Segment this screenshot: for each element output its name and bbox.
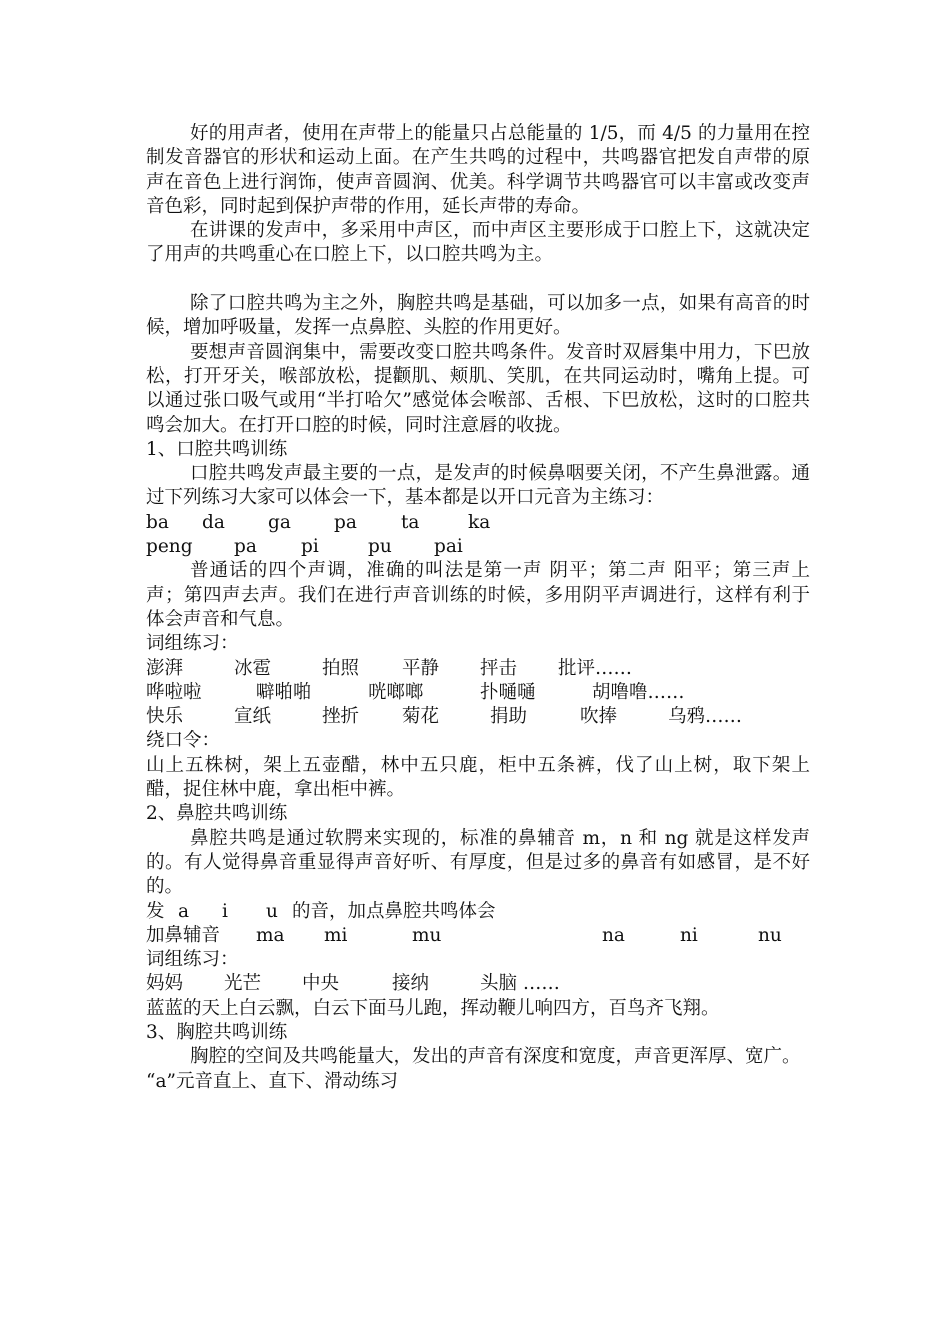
word: 扑嗵嗵 bbox=[480, 681, 536, 703]
word: 澎湃 bbox=[146, 657, 184, 679]
paragraph-oral-intro: 口腔共鸣发声最主要的一点，是发声的时候鼻咽要关闭，不产生鼻泄露。通过下列练习大家可以体会一下，基本都是以开口元音为主练习： bbox=[146, 463, 810, 509]
practice-sentence: 蓝蓝的天上白云飘，白云下面马儿跑，挥动鞭儿响四方，百鸟齐飞翔。 bbox=[146, 997, 720, 1019]
paragraph-four-tones: 普通话的四个声调，准确的叫法是第一声 阴平；第二声 阳平；第三声上声；第四声去声。我们在进行声音训练的时候，多用阴平声调进行，这样有利于体会声音和气息。 bbox=[146, 560, 810, 630]
syllable: da bbox=[202, 511, 225, 533]
syllable: nu bbox=[758, 924, 782, 946]
syllable: ta bbox=[401, 511, 420, 533]
syllable-row-2 bbox=[146, 535, 810, 559]
vowel-text: 的音，加点鼻腔共鸣体会 bbox=[292, 900, 496, 922]
paragraph-vocal-energy: 好的用声者，使用在声带上的能量只占总能量的 1/5，而 4/5 的力量用在控制发音器官的形状和运动上面。在产生共鸣的过程中，共鸣器官把发自声带的原声在音色上进行润饰，使声音圆润、优美。科学调节共鸣器官可以丰富或改变声音色彩，同时起到保护声带的作用，延长声带的寿命。 bbox=[146, 123, 810, 217]
word: 拍照 bbox=[322, 657, 360, 679]
syllable-row-1 bbox=[146, 511, 810, 535]
section-heading-chest: 3、胸腔共鸣训练 bbox=[146, 1021, 288, 1043]
document-page bbox=[146, 122, 810, 1094]
syllable: ka bbox=[468, 511, 491, 533]
syllable: mi bbox=[324, 924, 348, 946]
word: 胡噜噜…… bbox=[592, 681, 685, 703]
word: 菊花 bbox=[402, 706, 440, 728]
syllable: ni bbox=[680, 924, 698, 946]
word: 平静 bbox=[402, 657, 440, 679]
tongue-twister-label: 绕口令： bbox=[146, 730, 221, 752]
word: 捐助 bbox=[490, 706, 528, 728]
word: 快乐 bbox=[146, 706, 184, 728]
word: 宣纸 bbox=[234, 706, 272, 728]
word: 妈妈 bbox=[146, 973, 184, 995]
section-heading-nasal: 2、鼻腔共鸣训练 bbox=[146, 803, 288, 825]
syllable: pa bbox=[234, 536, 257, 558]
word: 冰雹 bbox=[234, 657, 272, 679]
syllable: mu bbox=[412, 924, 442, 946]
word: 接纳 bbox=[392, 973, 430, 995]
nasal-consonant-line bbox=[146, 924, 810, 948]
vowel: u bbox=[266, 900, 278, 922]
syllable: ga bbox=[268, 511, 291, 533]
tongue-twister-text: 山上五株树，架上五壶醋，林中五只鹿，柜中五条裤，伐了山上树，取下架上醋，捉住林中鹿，拿出柜中裤。 bbox=[146, 754, 810, 801]
paragraph-chest-intro: 胸腔的空间及共鸣能量大，发出的声音有深度和宽度，声音更浑厚、宽广。 bbox=[190, 1046, 801, 1068]
word: 哗啦啦 bbox=[146, 681, 202, 703]
word: 光芒 bbox=[224, 973, 262, 995]
vowel-text: 发 bbox=[146, 900, 165, 922]
syllable: pu bbox=[368, 536, 392, 558]
syllable: ma bbox=[256, 924, 285, 946]
syllable: pi bbox=[301, 536, 319, 558]
words-label: 词组练习： bbox=[146, 949, 239, 971]
section-heading-oral: 1、口腔共鸣训练 bbox=[146, 438, 288, 460]
word: 抨击 bbox=[480, 657, 518, 679]
word: 咣啷啷 bbox=[368, 681, 424, 703]
syllable: ba bbox=[146, 511, 169, 533]
word: 乌鸦…… bbox=[668, 706, 743, 728]
word-row-nasal bbox=[146, 972, 810, 996]
words-label: 词组练习： bbox=[146, 633, 239, 655]
word: 中央 bbox=[302, 973, 340, 995]
paragraph-nasal-intro: 鼻腔共鸣是通过软腭来实现的，标准的鼻辅音 m，n 和 ng 就是这样发声的。有人觉得鼻音重显得声音好听、有厚度，但是过多的鼻音有如感冒，是不好的。 bbox=[146, 827, 810, 898]
paragraph-oral-conditions: 要想声音圆润集中，需要改变口腔共鸣条件。发音时双唇集中用力，下巴放松，打开牙关，喉部放松，提颧肌、颊肌、笑肌，在共同运动时，嘴角上提。可以通过张口吸气或用“半打哈欠”感觉体会喉部、舌根、下巴放松，这时的口腔共鸣会加大。在打开口腔的时候，同时注意唇的收拢。 bbox=[146, 341, 810, 436]
paragraph-middle-register: 在讲课的发声中，多采用中声区，而中声区主要形成于口腔上下，这就决定了用声的共鸣重心在口腔上下，以口腔共鸣为主。 bbox=[146, 220, 810, 266]
vowel-line bbox=[146, 900, 810, 924]
syllable: peng bbox=[146, 536, 193, 558]
word-row-3 bbox=[146, 705, 810, 729]
vowel-exercise: “a”元音直上、直下、滑动练习 bbox=[146, 1070, 398, 1092]
vowel: i bbox=[222, 900, 228, 922]
syllable: na bbox=[602, 924, 625, 946]
blank-line bbox=[146, 268, 810, 292]
word: 头脑 …… bbox=[480, 973, 560, 995]
word: 吹捧 bbox=[580, 706, 618, 728]
nasal-label: 加鼻辅音 bbox=[146, 924, 221, 946]
word-row-2 bbox=[146, 681, 810, 705]
word: 批评…… bbox=[558, 657, 633, 679]
vowel: a bbox=[178, 900, 190, 922]
syllable: pai bbox=[434, 536, 463, 558]
word: 噼啪啪 bbox=[256, 681, 312, 703]
word-row-1 bbox=[146, 657, 810, 681]
word: 挫折 bbox=[322, 706, 360, 728]
paragraph-chest-basis: 除了口腔共鸣为主之外，胸腔共鸣是基础，可以加多一点，如果有高音的时候，增加呼吸量，发挥一点鼻腔、头腔的作用更好。 bbox=[146, 293, 810, 339]
syllable: pa bbox=[334, 511, 357, 533]
